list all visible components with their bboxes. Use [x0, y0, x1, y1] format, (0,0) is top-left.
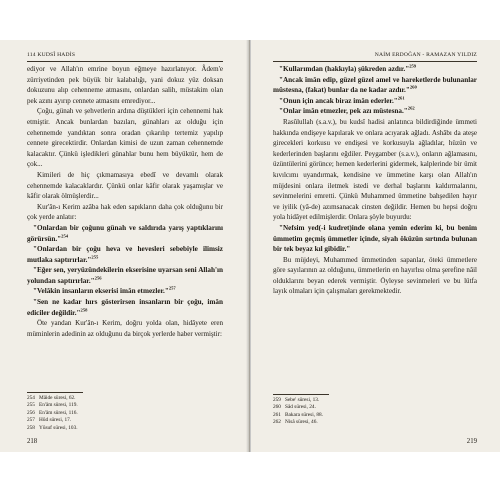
footnote-ref: 261	[397, 95, 405, 101]
footnote-text: En'âm süresi, 119.	[39, 402, 78, 409]
left-page	[0, 40, 250, 452]
footnote-ref: 258	[80, 307, 88, 313]
paragraph-text: "Kullarımdan (hakkıyla) şükreden azdır."	[279, 65, 410, 73]
paragraph-text: ediyor ve Allah'ın emrine boyun eğmeye hazırlanıyor. Âdem'e zürriyetinden pek büyük bir kalabalığı, yani dokuz yüz doksan dokuzunu alıp cehenneme atmasını, onlardan salih, müstakim olan pek azını ayırıp cennete atmasını emrediyor...	[27, 65, 223, 105]
left-footnote-rule	[27, 392, 83, 393]
footnote-number: 260	[273, 404, 281, 411]
footnote-ref: 255	[91, 254, 99, 260]
paragraph-text: Çoğu, günah ve şehvetlerin ardına düştükleri için cehennemi hak etmiştir. Ancak bunlardan bazıları, günahları az olduğu için cehennemde yandıktan sonra oradan çıkarılıp tertemiz yapılıp cennete girecektirdir. Onlardan kimisi de uzun zaman cehennemde kalacaktır. Çünkü işledikleri günahlar bunu hem büyüktür, hem de çok...	[27, 107, 223, 169]
paragraph-text: Kimileri de hiç çıkmamasıya ebedî ve devamlı olarak cehennemde kalacaklardır. Çünkü onlar kâfir olarak yaşamışlar ve kâfir olarak ölmüşlerdir...	[27, 170, 223, 201]
quoted-verse	[27, 297, 223, 318]
paragraph-text: "Eğer sen, yeryüzündekilerin ekserisine uyarsan seni Allah'ın yolundan saptırırlar."	[27, 266, 223, 285]
footnote	[27, 395, 78, 402]
footnote-number: 254	[27, 395, 35, 401]
footnote-ref: 256	[94, 275, 102, 281]
quoted-verse	[273, 75, 477, 96]
footnote-number: 262	[273, 419, 281, 426]
right-footnotes	[273, 397, 323, 427]
paragraph-text: "Nefsim yed(-i kudret)inde olana yemin ederim ki, bu benim ümmetim geçmiş ümmetler içinde, siyah öküzün sırtında bulunan bir tek beyaz kıl gibidir."	[273, 223, 477, 254]
footnote-text: En'âm süresi, 116.	[39, 409, 78, 416]
paragraph-text: "Sen ne kadar hırs gösterirsen insanların bir çoğu, imân ediciler değildir."	[27, 298, 223, 317]
footnote-number: 255	[27, 402, 35, 409]
quoted-verse	[27, 244, 223, 265]
footnote-text: Bakara süresi, 88.	[285, 411, 323, 418]
paragraph-text: "Onlar imân etmezler, pek azı müstesna."	[279, 107, 408, 116]
paragraph	[273, 255, 477, 297]
right-running-header: NAİM ERDOĞAN - RAMAZAN YILDIZ	[374, 52, 477, 58]
paragraph-text: Kur'ân-ı Kerim azâba hak eden sapıkların daha çok olduğunu bir çok yerde anlatır:	[27, 202, 223, 222]
paragraph	[27, 64, 223, 106]
paragraph-text: Rasûlullah (s.a.v.), bu kudsî hadisi anlatınca bildirdiğinde ümmeti hakkında endişeye kapılarak ve onlara acıyarak ağladı. Ashâbı da ateşe girecekleri korkusu ve endişesi ve korkusuyla ağladılar, hüzün ve kederlerinden başlarını eğdiler. Peygamber (s.a.v.), onların ağlamasını, üzüntülerini görünce; hemen kederlerini gidermek, kalplerinde bir ümit kıvılcımı uyandırmak, kendisine ve ümmetine karşı olan Allah'ın müjdesini onlara iletmek istedi ve derhal başlarını kaldırmalarını, sevinmelerini emretti. Çünkü Muhammed ümmetine bahşedilen hayır ve iyilik (yâ-de) azımsanacak cinsten değildir. Hemen bu hepsi doğru yola hidâyet edilmişlerdir. Onlara şöyle buyurdu:	[273, 117, 477, 222]
footnote-text: Sâd süresi, 24.	[285, 404, 316, 411]
paragraph	[27, 318, 223, 339]
footnote-number: 259	[273, 397, 281, 403]
paragraph-text: "Onun için ancak biraz imân ederler."	[279, 96, 398, 105]
footnote-ref: 260	[409, 84, 417, 90]
footnote	[27, 417, 78, 424]
quoted-verse	[273, 106, 477, 117]
quoted-verse	[273, 96, 477, 107]
footnote	[27, 425, 78, 432]
left-footnotes	[27, 395, 78, 432]
footnote-number: 261	[273, 411, 281, 418]
footnote-text: Nisâ süresi, 46.	[285, 419, 318, 426]
quoted-verse	[27, 286, 223, 297]
right-header-rule	[273, 61, 477, 62]
footnote-ref: 262	[407, 105, 415, 111]
paragraph	[27, 202, 223, 223]
footnote-text: Mâide süresi, 62.	[39, 395, 76, 401]
footnote	[273, 397, 323, 404]
right-body-text	[273, 64, 477, 297]
open-book	[0, 40, 500, 454]
right-page	[251, 40, 500, 452]
footnote-text: Sebe' süresi, 13.	[285, 397, 320, 403]
footnote-text: Hûd süresi, 17.	[39, 417, 72, 424]
paragraph	[273, 117, 477, 223]
footnote	[27, 402, 78, 409]
left-header-rule	[27, 61, 223, 62]
paragraph-text: Bu müjdeyi, Muhammed ümmetinden sapanlar, öteki ümmetlere göre sayılarının az olduğunu, ümmetlerin en hayırlısı olma şerefine nâil olduklarını beyan ederek vermiştir. Öyleyse sevinmeleri ve bu lütfa layık olmaları için çalışmaları gerekmektedir.	[273, 255, 477, 296]
right-footnote-rule	[273, 394, 329, 395]
footnote	[273, 404, 323, 411]
footnote-ref: 254	[61, 233, 69, 239]
quoted-verse	[273, 64, 477, 75]
quoted-verse	[273, 223, 477, 255]
footnote-number: 258	[27, 424, 35, 431]
left-body-text	[27, 64, 223, 339]
paragraph	[27, 106, 223, 170]
paragraph	[27, 170, 223, 202]
quoted-verse	[27, 223, 223, 244]
footnote-number: 257	[27, 417, 35, 424]
paragraph-text: "Onlardan bir çoğu heva ve hevesleri sebebiyle ilimsiz mutlaka saptırırlar."	[27, 245, 223, 264]
footnote-ref: 257	[168, 286, 176, 292]
footnote-ref: 259	[409, 63, 417, 69]
paragraph-text: "Velâkin insanların ekserisi imân etmezler."	[33, 287, 169, 296]
quoted-verse	[27, 265, 223, 286]
paragraph-text: Öte yandan Kur'ân-ı Kerim, doğru yolda olan, hidâyete eren müminlerin adedinin az olduğunu da birçok yerlerde haber vermiştir:	[27, 319, 223, 338]
footnote-number: 256	[27, 409, 35, 416]
paragraph-text: "Ancak îmân edip, güzel güzel amel ve hareketlerde bulunanlar müstesna, (fakat) bunlar da ne kadar azdır."	[273, 75, 477, 95]
left-page-number: 218	[27, 438, 38, 445]
footnote-text: Yûsuf süresi, 103.	[39, 424, 78, 431]
footnote	[273, 412, 323, 419]
footnote	[273, 419, 323, 426]
paragraph-text: "Onlardan bir çoğunu günah ve saldırıda yarış yaptıklarını görürsün."	[27, 223, 223, 243]
footnote	[27, 410, 78, 417]
right-page-number: 219	[466, 438, 477, 445]
left-running-header: 114 KUDSÎ HADİS	[27, 52, 76, 58]
